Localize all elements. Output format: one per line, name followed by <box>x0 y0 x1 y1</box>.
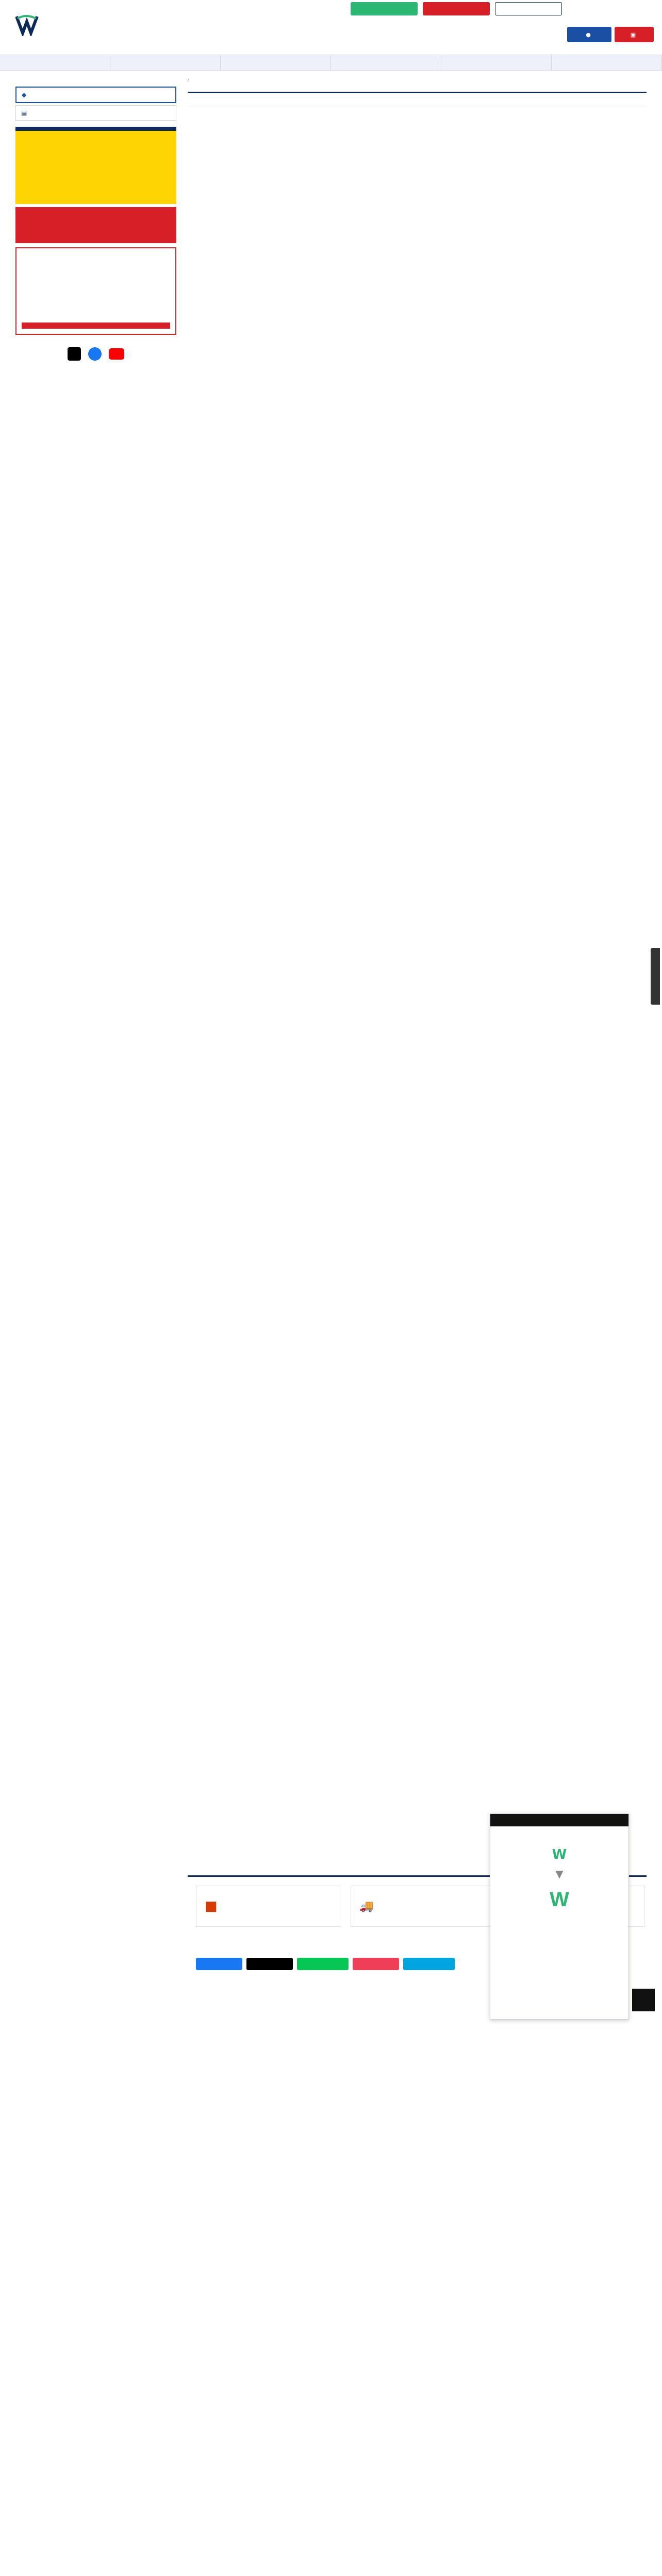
x-post-button[interactable] <box>246 1958 293 1970</box>
hatena-bookmark-button[interactable] <box>403 1958 455 1970</box>
signup-button[interactable] <box>351 2 418 15</box>
side-feedback-tab[interactable] <box>651 948 660 1005</box>
old-logo: W <box>552 1847 567 1862</box>
special-order-banner[interactable] <box>15 207 176 243</box>
breadcrumb: › <box>188 77 190 82</box>
facebook-share-button[interactable] <box>196 1958 242 1970</box>
sidebar <box>15 87 176 361</box>
page-title <box>188 87 647 93</box>
calculator-icon: ▤ <box>21 109 27 116</box>
logo-popup-title <box>490 1814 628 1826</box>
global-nav <box>0 55 662 71</box>
beginner-icon: ◆ <box>22 91 27 98</box>
site-header <box>0 0 662 54</box>
logo-change-popup[interactable] <box>490 1814 629 2020</box>
facebook-icon[interactable] <box>88 347 102 361</box>
site-logo[interactable] <box>15 13 129 39</box>
sample-request-button[interactable] <box>423 2 490 15</box>
youtube-icon[interactable] <box>109 348 124 360</box>
nav-guide[interactable] <box>110 55 221 71</box>
mypage-button[interactable] <box>567 27 611 42</box>
share-buttons <box>196 1958 455 1970</box>
new-logo: W <box>550 1888 569 1911</box>
nav-create-guide[interactable] <box>331 55 441 71</box>
free-shipping-promo[interactable] <box>351 1886 495 1927</box>
pocket-button[interactable] <box>353 1958 399 1970</box>
down-arrow-icon: ▼ <box>555 1868 564 1880</box>
user-icon: ● <box>586 31 591 38</box>
signup-points-banner[interactable] <box>15 127 176 204</box>
truck-icon: 🚚 <box>359 1900 374 1913</box>
nav-products[interactable] <box>0 55 110 71</box>
yahoo-shopping-banner[interactable] <box>15 247 176 335</box>
office-icon: ■ <box>205 1899 218 1914</box>
first-time-link[interactable] <box>15 87 176 103</box>
quick-order-link[interactable] <box>15 105 176 121</box>
cart-icon: ▣ <box>630 31 636 38</box>
fax-number-button[interactable] <box>495 2 562 15</box>
office-upload-promo[interactable] <box>196 1886 340 1927</box>
nav-faq[interactable] <box>221 55 331 71</box>
nav-templates[interactable] <box>441 55 552 71</box>
line-share-button[interactable] <box>297 1958 349 1970</box>
page-top-button[interactable] <box>632 1989 655 2011</box>
main-content <box>188 87 647 107</box>
banner-title <box>15 127 176 131</box>
yahoo-shop-button[interactable] <box>22 323 170 329</box>
sns-links <box>15 347 176 361</box>
nav-data-upload[interactable] <box>552 55 662 71</box>
wave-logo-icon <box>15 13 46 36</box>
cart-button[interactable] <box>615 27 654 42</box>
x-icon[interactable] <box>68 347 81 361</box>
